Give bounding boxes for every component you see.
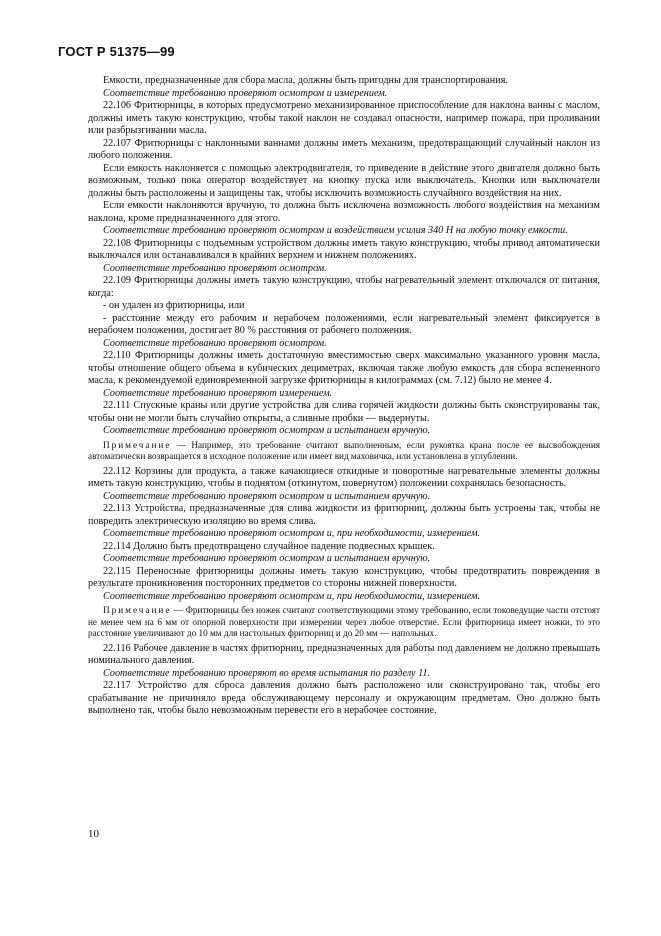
clause-paragraph: 22.115 Переносные фритюрницы должны иметь такую конструкцию, чтобы предотвратить повреждения в результате проникновения посторонних предметов со стороны нижней поверхности. xyxy=(88,565,600,590)
list-item: - он удален из фритюрницы, или xyxy=(103,300,245,311)
note-label: Примечание xyxy=(103,439,172,450)
compliance-check-paragraph: Соответствие требованию проверяют осмотром. xyxy=(103,337,327,349)
clause-paragraph: 22.106 Фритюрницы, в которых предусмотрено механизированное приспособление для наклона ванны с маслом, должны иметь такую конструкцию, чтобы такой наклон не создавал опасности, например пожара, при проливании или разбрызгивании масла. xyxy=(88,100,600,136)
list-item: - расстояние между его рабочим и нерабочем положениями, если нагревательный элемент фиксируется в нерабочем положении, достигает 80 % расстояния от рабочего положения. xyxy=(88,312,600,336)
note-paragraph xyxy=(88,440,600,463)
clause-paragraph: 22.107 Фритюрницы с наклонными ваннами должны иметь механизм, предотвращающий случайный наклон из любого положения. xyxy=(88,137,600,161)
compliance-check-paragraph: Соответствие требованию проверяют осмотром и, при необходимости, измерением. xyxy=(103,528,481,540)
clause-paragraph: 22.114 Должно быть предотвращено случайное падение подвесных крышек. xyxy=(103,540,435,552)
clause-paragraph: 22.116 Рабочее давление в частях фритюрниц, предназначенных для работы под давлением не должно превышать номинального давления. xyxy=(88,642,600,667)
note-text: — Фритюрницы без ножек считают соответствующими этому требованию, если токоведущие части отстоят не менее чем на 6 мм от опорной поверхности при измерении через любое отверстие. Если фритюрница имеет ножки, то это расстояние увеличивают до 10 мм для настольных фритюрниц и до 20 мм — напольных. xyxy=(88,605,600,639)
clause-paragraph: 22.111 Спускные краны или другие устройства для слива горячей жидкости должны быть сконструированы так, чтобы они не могли быть случайно открыты, а сливные пробки — выдернуты. xyxy=(88,400,600,424)
clause-paragraph: 22.108 Фритюрницы с подъемным устройством должны иметь такую конструкцию, чтобы привод автоматически выключался или останавливался в крайних верхнем и нижнем положениях. xyxy=(88,237,600,261)
clause-paragraph: Емкости, предназначенные для сбора масла, должны быть пригодны для транспортирования. xyxy=(103,75,508,86)
compliance-check-paragraph: Соответствие требованию проверяют осмотром и измерением. xyxy=(103,87,388,99)
compliance-check-paragraph: Соответствие требованию проверяют осмотром и испытанием вручную. xyxy=(103,425,431,436)
clause-paragraph: Если емкости наклоняются вручную, то должна быть исключена возможность любого воздействия на механизм наклона, кроме предназначенного для этого. xyxy=(88,200,600,224)
compliance-check-paragraph: Соответствие требованию проверяют осмотром и, при необходимости, измерением. xyxy=(103,590,481,602)
page-number: 10 xyxy=(88,828,99,840)
note-paragraph xyxy=(88,605,600,640)
clause-paragraph: 22.112 Корзины для продукта, а также качающиеся откидные и поворотные нагревательные элементы должны иметь такую конструкцию, чтобы в поднятом (откинутом, повернутом) положении сохранялась безопасность. xyxy=(88,465,600,490)
compliance-check-paragraph: Соответствие требованию проверяют во время испытания по разделу 11. xyxy=(103,667,431,679)
compliance-check-paragraph: Соответствие требованию проверяют измерением. xyxy=(103,387,333,399)
compliance-check-paragraph: Соответствие требованию проверяют осмотром и испытанием вручную. xyxy=(103,553,431,565)
clause-paragraph: 22.113 Устройства, предназначенные для слива жидкости из фритюрниц, должны быть устроены так, чтобы не повредить электрическую изоляцию во время слива. xyxy=(88,503,600,527)
compliance-check-paragraph: Соответствие требованию проверяют осмотром. xyxy=(103,262,327,274)
clause-paragraph: 22.117 Устройство для сброса давления должно быть расположено или сконструировано так, чтобы его срабатывание не причиняло вреда обслуживающему персоналу и окружающим предметам. Оно должно быть выполнено так, чтобы было невозможным перевести его в нерабочее состояние. xyxy=(88,680,600,717)
standard-header: ГОСТ Р 51375—99 xyxy=(58,44,175,59)
clause-paragraph: 22.110 Фритюрницы должны иметь достаточную вместимостью сверх максимально указанного уровня масла, чтобы отношение общего объема в кубических дециметрах, включая также любую емкость для сбора вспененного масла, к рекомендуемой единовременной загрузке фритюрницы в килограммах (см. 7.12) было не менее 4. xyxy=(88,350,600,386)
clause-paragraph: Если емкость наклоняется с помощью электродвигателя, то приведение в действие этого двигателя должно быть возможным, только пока оператор воздействует на кнопку пуска или выключатель. Кнопки или выключатели должны быть расположены и защищены так, чтобы исключить возможность случайного воздействия на них. xyxy=(88,162,600,199)
note-text: — Например, это требование считают выполненным, если рукоятка крана после ее высвобождения автоматически возвращается в исходное положение или имеет вид маховичка, или установлена в углублении. xyxy=(88,439,600,462)
document-body xyxy=(88,75,600,718)
note-label: Примечание xyxy=(103,605,172,616)
compliance-check-paragraph: Соответствие требованию проверяют осмотром и воздействием усилия 340 Н на любую точку емкости. xyxy=(103,225,568,236)
clause-paragraph: 22.109 Фритюрницы должны иметь такую конструкцию, чтобы нагревательный элемент отключался от питания, когда: xyxy=(88,275,600,299)
compliance-check-paragraph: Соответствие требованию проверяют осмотром и испытанием вручную. xyxy=(103,490,431,502)
